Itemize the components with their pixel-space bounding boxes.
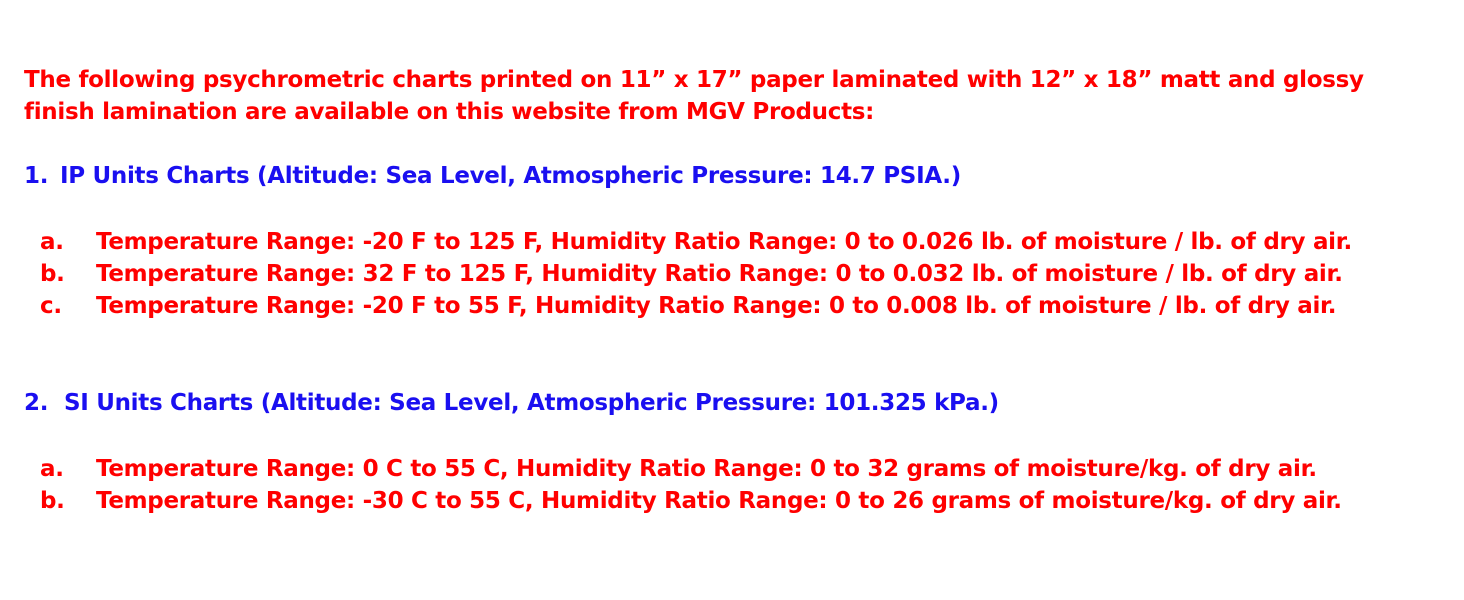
list-marker: b.	[40, 488, 65, 514]
section-number: 2.	[24, 390, 49, 416]
list-item-text: Temperature Range: 0 C to 55 C, Humidity Ratio Range: 0 to 32 grams of moisture/kg. of dry air.	[96, 456, 1317, 482]
section-title: IP Units Charts (Altitude: Sea Level, Atmospheric Pressure: 14.7 PSIA.)	[60, 163, 961, 189]
section-heading-si-units	[24, 388, 999, 418]
list-item-text: Temperature Range: -30 C to 55 C, Humidity Ratio Range: 0 to 26 grams of moisture/kg. of dry air.	[96, 488, 1342, 514]
intro-line-1: The following psychrometric charts printed on 11” x 17” paper laminated with 12” x 18” matt and glossy	[24, 67, 1364, 93]
section-heading-ip-units	[24, 161, 961, 191]
list-marker: b.	[40, 261, 65, 287]
list-item-text: Temperature Range: -20 F to 125 F, Humidity Ratio Range: 0 to 0.026 lb. of moisture / lb. of dry air.	[96, 229, 1352, 255]
list-item	[40, 291, 1336, 321]
list-item-text: Temperature Range: -20 F to 55 F, Humidity Ratio Range: 0 to 0.008 lb. of moisture / lb. of dry air.	[96, 293, 1337, 319]
list-marker: a.	[40, 456, 64, 482]
list-item-text: Temperature Range: 32 F to 125 F, Humidity Ratio Range: 0 to 0.032 lb. of moisture / lb. of dry air.	[96, 261, 1343, 287]
list-marker: c.	[40, 293, 62, 319]
section-number: 1.	[24, 163, 49, 189]
list-item	[40, 259, 1343, 289]
list-item	[40, 227, 1352, 257]
list-marker: a.	[40, 229, 64, 255]
list-item	[40, 486, 1342, 516]
intro-line-2: finish lamination are available on this website from MGV Products:	[24, 99, 875, 125]
list-item	[40, 454, 1317, 484]
section-title: SI Units Charts (Altitude: Sea Level, Atmospheric Pressure: 101.325 kPa.)	[64, 390, 999, 416]
intro-paragraph	[24, 64, 1444, 128]
